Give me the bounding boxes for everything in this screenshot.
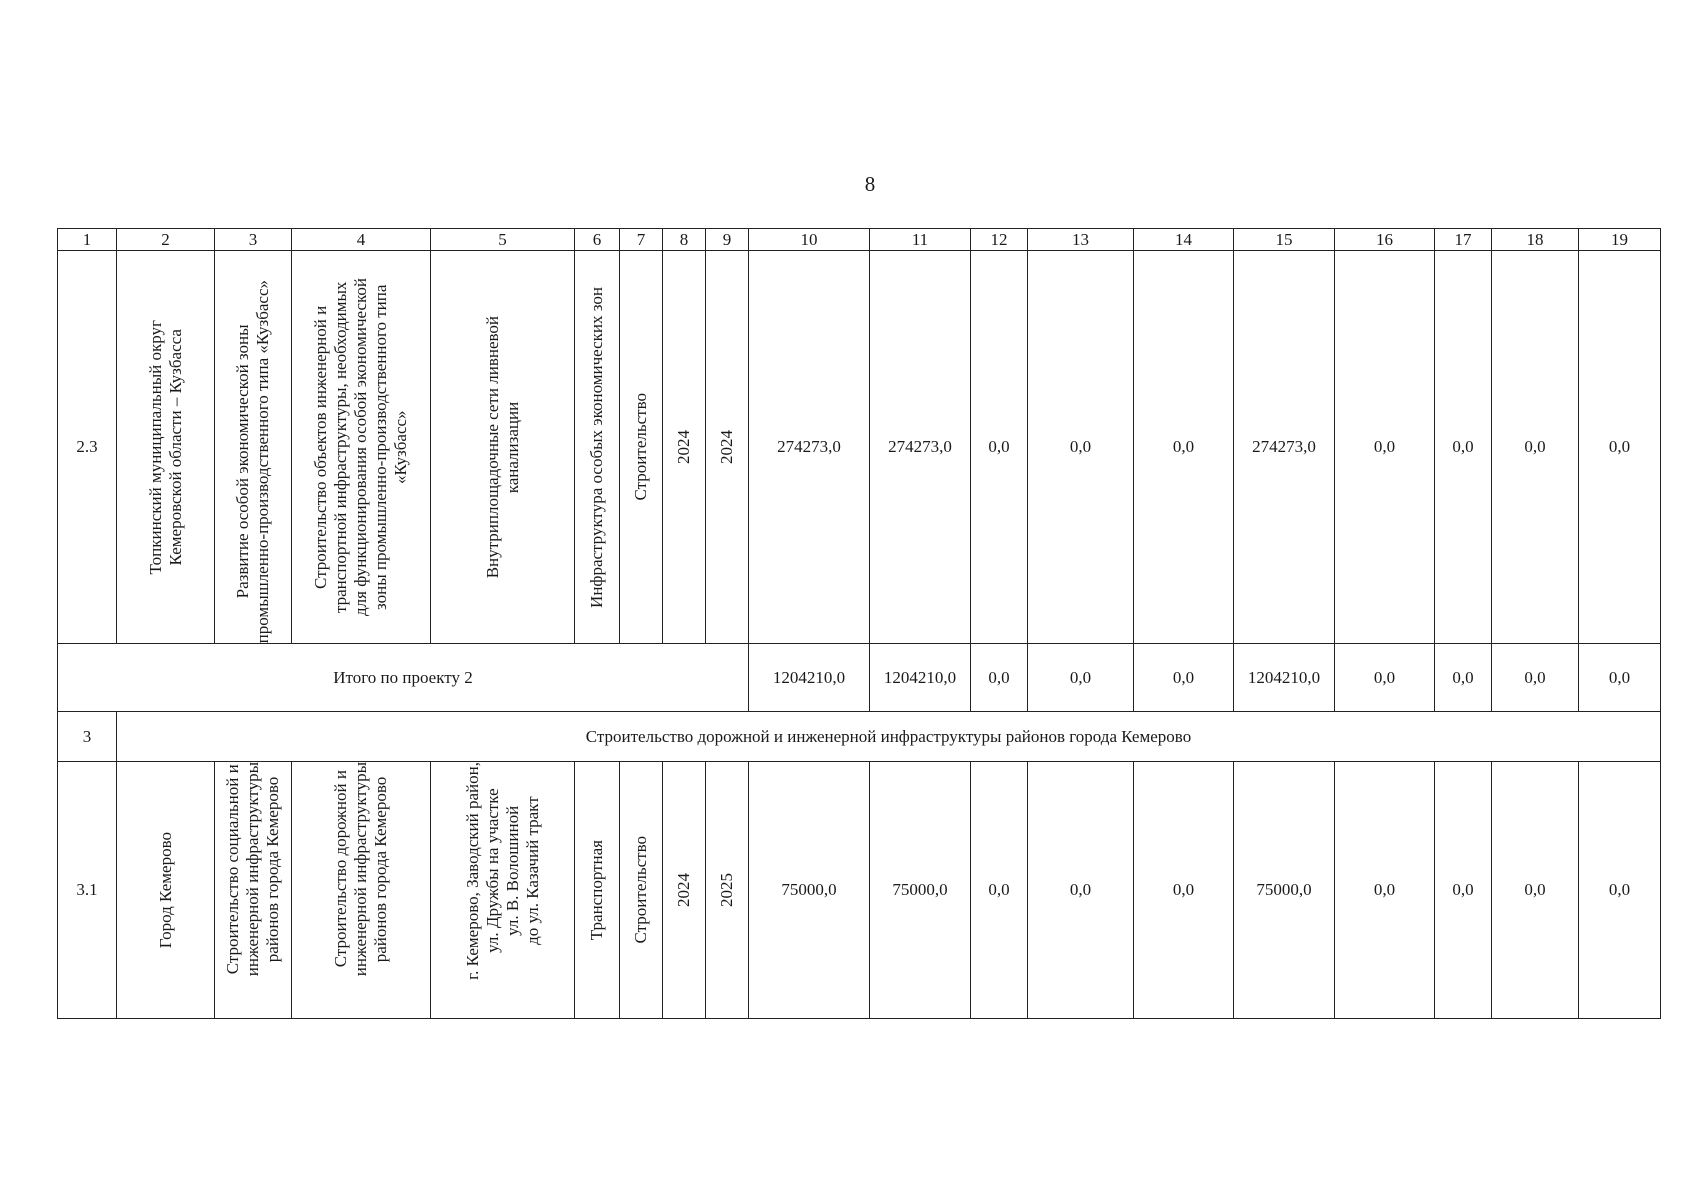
category-text: Транспортная bbox=[587, 839, 606, 941]
total-value-cell: 1204210,0 bbox=[749, 644, 870, 712]
header-cell: 15 bbox=[1234, 229, 1335, 251]
table-row-3-1 bbox=[58, 762, 1661, 1019]
header-cell: 7 bbox=[620, 229, 663, 251]
header-cell: 8 bbox=[663, 229, 706, 251]
end-year-text: 2024 bbox=[717, 430, 736, 464]
municipality-cell bbox=[117, 251, 215, 644]
value-cell: 0,0 bbox=[1492, 251, 1579, 644]
value-cell: 0,0 bbox=[971, 251, 1028, 644]
measure-text: Строительство дорожной и инженерной инфраструктуры районов города Кемерово bbox=[331, 762, 390, 977]
start-year-text: 2024 bbox=[674, 873, 693, 907]
object-text: г. Кемерово, Заводский район, ул. Дружбы на участке ул. В. Волошиной до ул. Казачий тракт bbox=[462, 762, 542, 980]
value-cell: 0,0 bbox=[1028, 251, 1134, 644]
header-cell: 11 bbox=[870, 229, 971, 251]
program-cell bbox=[215, 251, 292, 644]
total-value-cell: 0,0 bbox=[1335, 644, 1435, 712]
value-cell: 0,0 bbox=[1335, 251, 1435, 644]
object-cell bbox=[431, 762, 575, 1019]
category-cell bbox=[575, 762, 620, 1019]
total-value-cell: 0,0 bbox=[1134, 644, 1234, 712]
header-cell: 14 bbox=[1134, 229, 1234, 251]
end-year-text: 2025 bbox=[717, 873, 736, 907]
category-text: Инфраструктура особых экономических зон bbox=[587, 286, 606, 608]
total-row bbox=[58, 644, 1661, 712]
total-value-cell: 0,0 bbox=[1579, 644, 1661, 712]
measure-cell bbox=[292, 251, 431, 644]
value-cell: 0,0 bbox=[1028, 762, 1134, 1019]
program-cell bbox=[215, 762, 292, 1019]
program-text: Строительство социальной и инженерной инфраструктуры районов города Кемерово bbox=[223, 762, 282, 977]
work-type-text: Строительство bbox=[631, 393, 650, 501]
municipality-cell bbox=[117, 762, 215, 1019]
header-cell: 12 bbox=[971, 229, 1028, 251]
end-year-cell bbox=[706, 251, 749, 644]
total-value-cell: 0,0 bbox=[1435, 644, 1492, 712]
header-cell: 19 bbox=[1579, 229, 1661, 251]
header-cell: 16 bbox=[1335, 229, 1435, 251]
section-title: Строительство дорожной и инженерной инфраструктуры районов города Кемерово bbox=[117, 712, 1661, 762]
investment-table bbox=[57, 228, 1661, 1019]
header-cell: 13 bbox=[1028, 229, 1134, 251]
work-type-cell bbox=[620, 762, 663, 1019]
total-value-cell: 0,0 bbox=[1492, 644, 1579, 712]
section-row bbox=[58, 712, 1661, 762]
value-cell: 0,0 bbox=[1335, 762, 1435, 1019]
row-number: 3.1 bbox=[58, 762, 117, 1019]
measure-cell bbox=[292, 762, 431, 1019]
header-cell: 4 bbox=[292, 229, 431, 251]
municipality-text: Топкинский муниципальный округ Кемеровской области – Кузбасса bbox=[145, 319, 185, 575]
table-row-2-3 bbox=[58, 251, 1661, 644]
value-cell: 0,0 bbox=[1579, 251, 1661, 644]
header-row bbox=[58, 229, 1661, 251]
total-value-cell: 1204210,0 bbox=[1234, 644, 1335, 712]
value-cell: 0,0 bbox=[1492, 762, 1579, 1019]
header-cell: 6 bbox=[575, 229, 620, 251]
section-number: 3 bbox=[58, 712, 117, 762]
municipality-text: Город Кемерово bbox=[155, 831, 175, 949]
header-cell: 10 bbox=[749, 229, 870, 251]
value-cell: 274273,0 bbox=[749, 251, 870, 644]
value-cell: 0,0 bbox=[1134, 251, 1234, 644]
header-cell: 9 bbox=[706, 229, 749, 251]
value-cell: 75000,0 bbox=[1234, 762, 1335, 1019]
value-cell: 75000,0 bbox=[870, 762, 971, 1019]
value-cell: 0,0 bbox=[1134, 762, 1234, 1019]
value-cell: 0,0 bbox=[971, 762, 1028, 1019]
header-cell: 2 bbox=[117, 229, 215, 251]
value-cell: 75000,0 bbox=[749, 762, 870, 1019]
value-cell: 274273,0 bbox=[1234, 251, 1335, 644]
value-cell: 0,0 bbox=[1579, 762, 1661, 1019]
work-type-text: Строительство bbox=[631, 836, 650, 944]
total-value-cell: 0,0 bbox=[1028, 644, 1134, 712]
header-cell: 3 bbox=[215, 229, 292, 251]
value-cell: 0,0 bbox=[1435, 251, 1492, 644]
header-cell: 18 bbox=[1492, 229, 1579, 251]
header-cell: 17 bbox=[1435, 229, 1492, 251]
object-text: Внутриплощадочные сети ливневой канализации bbox=[482, 315, 522, 579]
work-type-cell bbox=[620, 251, 663, 644]
start-year-cell bbox=[663, 762, 706, 1019]
total-value-cell: 1204210,0 bbox=[870, 644, 971, 712]
start-year-cell bbox=[663, 251, 706, 644]
header-cell: 5 bbox=[431, 229, 575, 251]
end-year-cell bbox=[706, 762, 749, 1019]
program-text: Развитие особой экономической зоны промышленно-производственного типа «Кузбасс» bbox=[233, 279, 272, 643]
value-cell: 0,0 bbox=[1435, 762, 1492, 1019]
header-cell: 1 bbox=[58, 229, 117, 251]
measure-text: Строительство объектов инженерной и транспортной инфраструктуры, необходимых для функционирования особой экономической зоны промышленно-производственного типа «Кузбасс» bbox=[311, 278, 410, 616]
category-cell bbox=[575, 251, 620, 644]
start-year-text: 2024 bbox=[674, 430, 693, 464]
page-number: 8 bbox=[864, 172, 876, 196]
total-label: Итого по проекту 2 bbox=[58, 644, 749, 712]
object-cell bbox=[431, 251, 575, 644]
total-value-cell: 0,0 bbox=[971, 644, 1028, 712]
row-number: 2.3 bbox=[58, 251, 117, 644]
value-cell: 274273,0 bbox=[870, 251, 971, 644]
